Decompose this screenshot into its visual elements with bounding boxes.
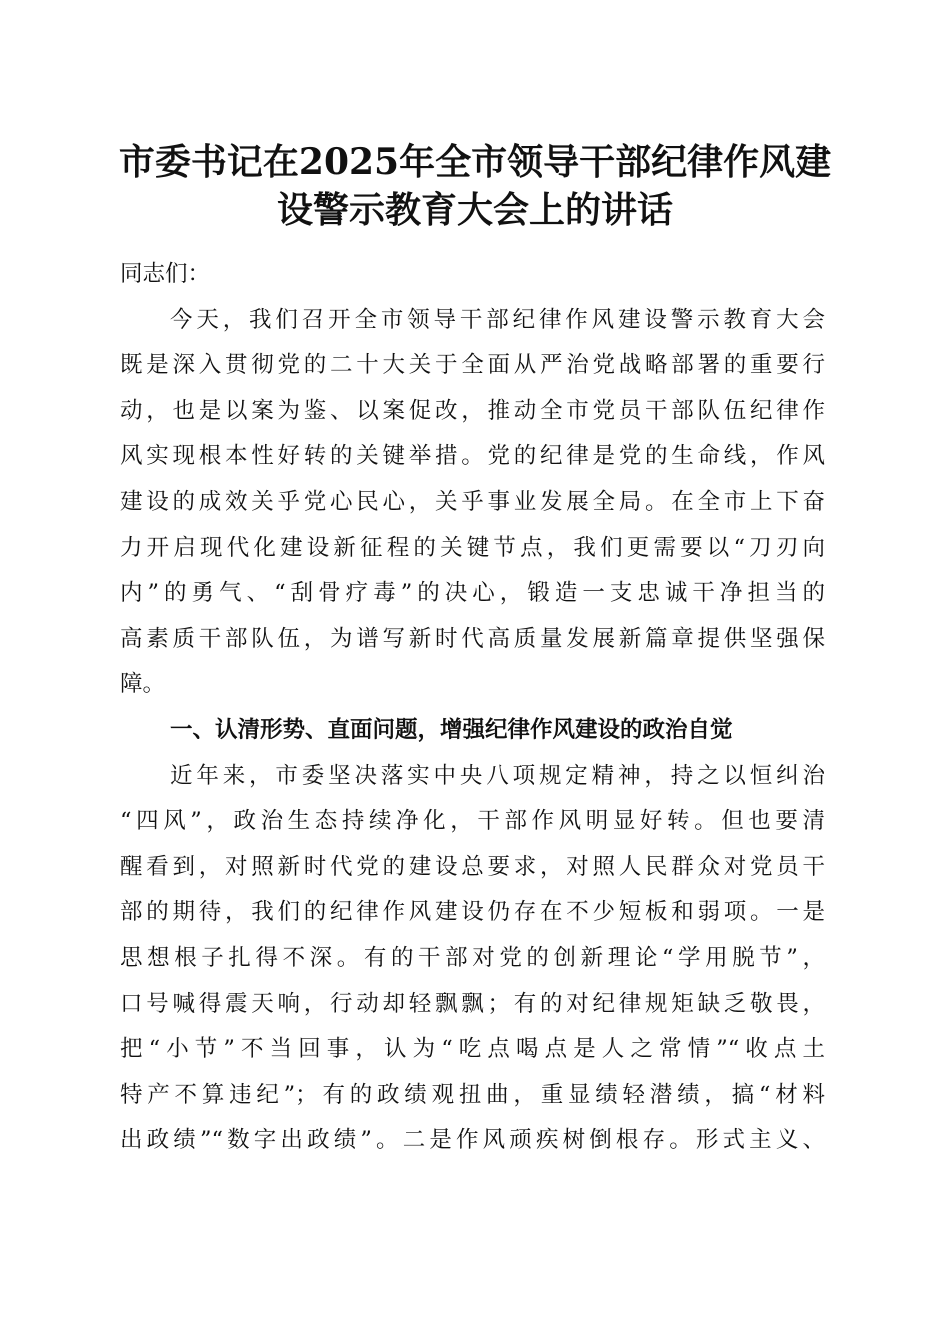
paragraph-line: 高素质干部队伍，为谱写新时代高质量发展新篇章提供坚强保 bbox=[120, 625, 825, 652]
paragraph-2 bbox=[120, 754, 825, 1164]
paragraph-line: 建设的成效关乎党心民心，关乎事业发展全局。在全市上下奋 bbox=[120, 488, 825, 515]
paragraph-line: 动，也是以案为鉴、以案促改，推动全市党员干部队伍纪律作 bbox=[120, 397, 825, 424]
salutation: 同志们： bbox=[120, 261, 211, 287]
title-line: 设警示教育大会上的讲话 bbox=[276, 189, 673, 231]
section-heading: 一、认清形势、直面问题，增强纪律作风建设的政治自觉 bbox=[170, 716, 733, 743]
paragraph-line: 把“小节”不当回事，认为“吃点喝点是人之常情”“收点土 bbox=[120, 1036, 825, 1063]
paragraph-line: 力开启现代化建设新征程的关键节点，我们更需要以“刀刃向 bbox=[120, 534, 825, 561]
paragraph-line: “四风”，政治生态持续净化，干部作风明显好转。但也要清 bbox=[120, 808, 825, 835]
paragraph-line: 部的期待，我们的纪律作风建设仍存在不少短板和弱项。一是 bbox=[120, 899, 825, 926]
paragraph-line: 醒看到，对照新时代党的建设总要求，对照人民群众对党员干 bbox=[120, 853, 825, 880]
paragraph-line: 既是深入贯彻党的二十大关于全面从严治党战略部署的重要行 bbox=[120, 352, 825, 379]
paragraph-line: 思想根子扎得不深。有的干部对党的创新理论“学用脱节”， bbox=[120, 944, 825, 971]
paragraph-line: 内”的勇气、“刮骨疗毒”的决心，锻造一支忠诚干净担当的 bbox=[120, 580, 825, 607]
paragraph-line: 口号喊得震天响，行动却轻飘飘；有的对纪律规矩缺乏敬畏， bbox=[120, 990, 825, 1017]
title-line: 市委书记在2025年全市领导干部纪律作风建 bbox=[118, 141, 832, 183]
paragraph-line: 近年来，市委坚决落实中央八项规定精神，持之以恒纠治 bbox=[170, 762, 825, 789]
paragraph-line: 障。 bbox=[120, 671, 166, 698]
paragraph-line: 出政绩”“数字出政绩”。二是作风顽疾树倒根存。形式主义、 bbox=[120, 1127, 825, 1154]
document-body bbox=[120, 252, 825, 1164]
document-title bbox=[100, 138, 850, 234]
paragraph-line: 特产不算违纪”；有的政绩观扭曲，重显绩轻潜绩，搞“材料 bbox=[120, 1081, 825, 1108]
paragraph-1 bbox=[120, 298, 825, 708]
paragraph-line: 今天，我们召开全市领导干部纪律作风建设警示教育大会 bbox=[170, 306, 825, 333]
paragraph-line: 风实现根本性好转的关键举措。党的纪律是党的生命线，作风 bbox=[120, 443, 825, 470]
